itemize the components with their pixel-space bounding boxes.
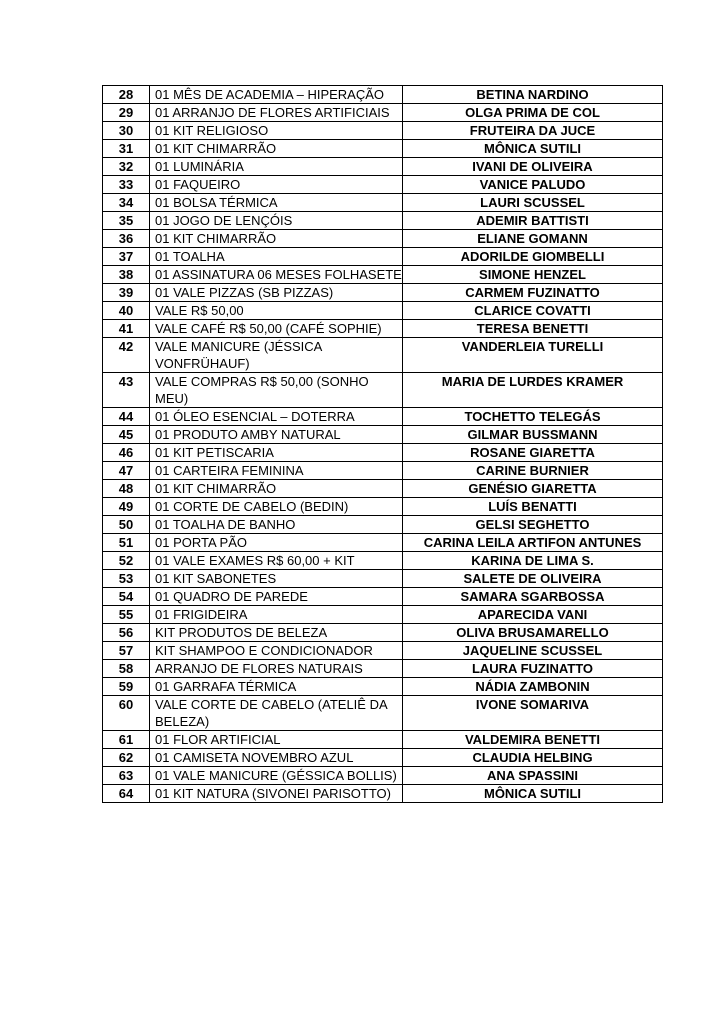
table-row: [103, 588, 663, 606]
prize-item: ARRANJO DE FLORES NATURAIS: [150, 660, 403, 678]
prize-number: 30: [103, 122, 150, 140]
table-row: [103, 552, 663, 570]
winner-name: ANA SPASSINI: [403, 767, 663, 785]
prize-number: 59: [103, 678, 150, 696]
prize-number: 45: [103, 426, 150, 444]
table-row: [103, 731, 663, 749]
prize-item: 01 ARRANJO DE FLORES ARTIFICIAIS: [150, 104, 403, 122]
winner-name: ADEMIR BATTISTI: [403, 212, 663, 230]
winner-name: NÁDIA ZAMBONIN: [403, 678, 663, 696]
prize-item: 01 KIT CHIMARRÃO: [150, 140, 403, 158]
winner-name: TERESA BENETTI: [403, 320, 663, 338]
prize-item: 01 FRIGIDEIRA: [150, 606, 403, 624]
prize-item: 01 FLOR ARTIFICIAL: [150, 731, 403, 749]
table-row: [103, 140, 663, 158]
table-row: [103, 338, 663, 373]
table-row: [103, 373, 663, 408]
prize-number: 64: [103, 785, 150, 803]
winner-name: VALDEMIRA BENETTI: [403, 731, 663, 749]
table-row: [103, 266, 663, 284]
prize-item: 01 LUMINÁRIA: [150, 158, 403, 176]
prize-item: 01 TOALHA: [150, 248, 403, 266]
prize-item: 01 CAMISETA NOVEMBRO AZUL: [150, 749, 403, 767]
prize-number: 63: [103, 767, 150, 785]
winner-name: JAQUELINE SCUSSEL: [403, 642, 663, 660]
table-row: [103, 498, 663, 516]
winner-name: OLIVA BRUSAMARELLO: [403, 624, 663, 642]
prize-number: 48: [103, 480, 150, 498]
winner-name: MÔNICA SUTILI: [403, 785, 663, 803]
prize-item: 01 BOLSA TÉRMICA: [150, 194, 403, 212]
winner-name: SIMONE HENZEL: [403, 266, 663, 284]
winner-name: APARECIDA VANI: [403, 606, 663, 624]
prize-number: 41: [103, 320, 150, 338]
prize-item: 01 ÓLEO ESENCIAL – DOTERRA: [150, 408, 403, 426]
winner-name: KARINA DE LIMA S.: [403, 552, 663, 570]
prize-item: 01 ASSINATURA 06 MESES FOLHASETE: [150, 266, 403, 284]
prize-item: VALE R$ 50,00: [150, 302, 403, 320]
table-row: [103, 749, 663, 767]
prize-item: 01 VALE MANICURE (GÉSSICA BOLLIS): [150, 767, 403, 785]
prize-number: 47: [103, 462, 150, 480]
prize-number: 38: [103, 266, 150, 284]
table-row: [103, 534, 663, 552]
prize-number: 50: [103, 516, 150, 534]
winner-name: SALETE DE OLIVEIRA: [403, 570, 663, 588]
winner-name: IVANI DE OLIVEIRA: [403, 158, 663, 176]
winner-name: VANICE PALUDO: [403, 176, 663, 194]
winner-name: VANDERLEIA TURELLI: [403, 338, 663, 373]
prize-item: VALE CORTE DE CABELO (ATELIÊ DA BELEZA): [150, 696, 403, 731]
winner-name: FRUTEIRA DA JUCE: [403, 122, 663, 140]
table-row: [103, 426, 663, 444]
prize-number: 31: [103, 140, 150, 158]
table-row: [103, 248, 663, 266]
table-row: [103, 122, 663, 140]
prize-item: 01 KIT CHIMARRÃO: [150, 230, 403, 248]
prize-number: 53: [103, 570, 150, 588]
prize-number: 51: [103, 534, 150, 552]
prize-item: 01 CORTE DE CABELO (BEDIN): [150, 498, 403, 516]
prize-item: KIT PRODUTOS DE BELEZA: [150, 624, 403, 642]
prize-item: 01 QUADRO DE PAREDE: [150, 588, 403, 606]
winner-name: ADORILDE GIOMBELLI: [403, 248, 663, 266]
table-row: [103, 696, 663, 731]
prize-item: VALE MANICURE (JÉSSICA VONFRÜHAUF): [150, 338, 403, 373]
prize-number: 54: [103, 588, 150, 606]
prize-number: 58: [103, 660, 150, 678]
prize-number: 57: [103, 642, 150, 660]
table-row: [103, 320, 663, 338]
winner-name: ROSANE GIARETTA: [403, 444, 663, 462]
prize-number: 36: [103, 230, 150, 248]
table-row: [103, 462, 663, 480]
prize-item: 01 KIT CHIMARRÃO: [150, 480, 403, 498]
table-row: [103, 194, 663, 212]
prize-item: 01 MÊS DE ACADEMIA – HIPERAÇÃO: [150, 86, 403, 104]
table-row: [103, 570, 663, 588]
table-row: [103, 516, 663, 534]
prize-item: 01 JOGO DE LENÇÓIS: [150, 212, 403, 230]
winner-name: BETINA NARDINO: [403, 86, 663, 104]
prize-number: 52: [103, 552, 150, 570]
table-row: [103, 408, 663, 426]
table-row: [103, 104, 663, 122]
table-row: [103, 642, 663, 660]
prize-item: 01 PORTA PÃO: [150, 534, 403, 552]
prize-number: 62: [103, 749, 150, 767]
prize-number: 33: [103, 176, 150, 194]
prize-item: 01 FAQUEIRO: [150, 176, 403, 194]
winner-name: SAMARA SGARBOSSA: [403, 588, 663, 606]
prize-number: 28: [103, 86, 150, 104]
prize-item: 01 KIT NATURA (SIVONEI PARISOTTO): [150, 785, 403, 803]
winner-name: ELIANE GOMANN: [403, 230, 663, 248]
winner-name: OLGA PRIMA DE COL: [403, 104, 663, 122]
prize-item: 01 KIT SABONETES: [150, 570, 403, 588]
winner-name: CLARICE COVATTI: [403, 302, 663, 320]
winner-name: TOCHETTO TELEGÁS: [403, 408, 663, 426]
winner-name: IVONE SOMARIVA: [403, 696, 663, 731]
table-row: [103, 158, 663, 176]
prize-number: 55: [103, 606, 150, 624]
prize-item: 01 PRODUTO AMBY NATURAL: [150, 426, 403, 444]
winner-name: MARIA DE LURDES KRAMER: [403, 373, 663, 408]
winner-name: CARINA LEILA ARTIFON ANTUNES: [403, 534, 663, 552]
prize-item: 01 KIT PETISCARIA: [150, 444, 403, 462]
table-row: [103, 86, 663, 104]
prize-number: 39: [103, 284, 150, 302]
prize-item: 01 VALE PIZZAS (SB PIZZAS): [150, 284, 403, 302]
prize-number: 35: [103, 212, 150, 230]
table-row: [103, 302, 663, 320]
table-row: [103, 660, 663, 678]
prize-number: 43: [103, 373, 150, 408]
table-row: [103, 785, 663, 803]
prize-number: 61: [103, 731, 150, 749]
winner-name: MÔNICA SUTILI: [403, 140, 663, 158]
prize-item: KIT SHAMPOO E CONDICIONADOR: [150, 642, 403, 660]
prize-number: 42: [103, 338, 150, 373]
table-row: [103, 230, 663, 248]
winner-name: LUÍS BENATTI: [403, 498, 663, 516]
table-row: [103, 480, 663, 498]
winner-name: CARMEM FUZINATTO: [403, 284, 663, 302]
prize-item: 01 KIT RELIGIOSO: [150, 122, 403, 140]
prize-item: 01 CARTEIRA FEMININA: [150, 462, 403, 480]
prize-number: 56: [103, 624, 150, 642]
table-row: [103, 444, 663, 462]
table-row: [103, 212, 663, 230]
prize-item: 01 VALE EXAMES R$ 60,00 + KIT: [150, 552, 403, 570]
prize-winners-table: [102, 85, 663, 803]
table-row: [103, 606, 663, 624]
prize-item: VALE CAFÉ R$ 50,00 (CAFÉ SOPHIE): [150, 320, 403, 338]
winner-name: CARINE BURNIER: [403, 462, 663, 480]
prize-number: 40: [103, 302, 150, 320]
table-row: [103, 624, 663, 642]
prize-number: 34: [103, 194, 150, 212]
winner-name: GILMAR BUSSMANN: [403, 426, 663, 444]
prize-number: 37: [103, 248, 150, 266]
prize-number: 44: [103, 408, 150, 426]
winner-name: CLAUDIA HELBING: [403, 749, 663, 767]
table-row: [103, 176, 663, 194]
prize-number: 29: [103, 104, 150, 122]
prize-number: 60: [103, 696, 150, 731]
prize-item: 01 TOALHA DE BANHO: [150, 516, 403, 534]
table-row: [103, 678, 663, 696]
table-row: [103, 767, 663, 785]
prize-number: 46: [103, 444, 150, 462]
winner-name: GELSI SEGHETTO: [403, 516, 663, 534]
winner-name: LAURA FUZINATTO: [403, 660, 663, 678]
prize-item: VALE COMPRAS R$ 50,00 (SONHO MEU): [150, 373, 403, 408]
prize-number: 49: [103, 498, 150, 516]
prize-table-body: [103, 86, 663, 803]
table-row: [103, 284, 663, 302]
winner-name: LAURI SCUSSEL: [403, 194, 663, 212]
winner-name: GENÉSIO GIARETTA: [403, 480, 663, 498]
prize-item: 01 GARRAFA TÉRMICA: [150, 678, 403, 696]
prize-number: 32: [103, 158, 150, 176]
